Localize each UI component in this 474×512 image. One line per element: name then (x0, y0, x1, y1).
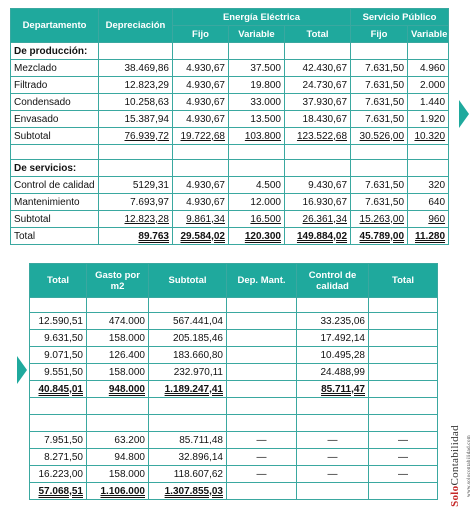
dash-cell: — (369, 449, 438, 466)
cell-value: 205.185,46 (149, 330, 227, 347)
table-row (30, 381, 438, 398)
row-label: Subtotal (11, 211, 99, 228)
section-label: De producción: (11, 43, 99, 60)
cell-value: 320 (408, 177, 449, 194)
cell-value: 37.500 (229, 60, 285, 77)
cell-value: 7.631,50 (351, 177, 408, 194)
allocation-table (29, 263, 438, 500)
cell-value: 2.000 (408, 77, 449, 94)
table-row (30, 432, 438, 449)
table-row (30, 364, 438, 381)
section-label: De servicios: (11, 160, 99, 177)
header-variable: Variable (229, 26, 285, 43)
cell-value: 1.440 (408, 94, 449, 111)
header-depreciacion: Depreciación (99, 9, 173, 43)
header-total: Total (30, 264, 87, 298)
spacer-row (30, 398, 438, 415)
cell-value: 474.000 (87, 313, 149, 330)
table-row (11, 77, 449, 94)
cell-value: 33.000 (229, 94, 285, 111)
brand-prefix: Solo (449, 485, 461, 507)
cell-value (227, 347, 297, 364)
cell-value: 5129,31 (99, 177, 173, 194)
table-row (11, 60, 449, 77)
header-subtotal: Subtotal (149, 264, 227, 298)
cell-value: 30.526,00 (351, 128, 408, 145)
cell-value: 149.884,02 (285, 228, 351, 245)
header-variable-servicio: Variable (408, 26, 449, 43)
header-fijo-servicio: Fijo (351, 26, 408, 43)
header-total: Total (285, 26, 351, 43)
cell-value: 18.430,67 (285, 111, 351, 128)
empty-cell (369, 483, 438, 500)
table-row (30, 330, 438, 347)
table-row (11, 94, 449, 111)
cell-value: 4.930,67 (173, 60, 229, 77)
cell-value: 103.800 (229, 128, 285, 145)
cell-value: 16.500 (229, 211, 285, 228)
arrow-left-icon (17, 356, 27, 384)
cell-value (369, 313, 438, 330)
cell-value: 85.711,48 (149, 432, 227, 449)
cell-value: 40.845,01 (30, 381, 87, 398)
cell-value: 4.960 (408, 60, 449, 77)
row-label: Mezclado (11, 60, 99, 77)
header-dep-mant: Dep. Mant. (227, 264, 297, 298)
cell-value: 85.711,47 (297, 381, 369, 398)
cell-value: 94.800 (87, 449, 149, 466)
table-row (30, 449, 438, 466)
header-total-2: Total (369, 264, 438, 298)
dash-cell: — (369, 432, 438, 449)
cell-value: 9.430,67 (285, 177, 351, 194)
cell-value: 183.660,80 (149, 347, 227, 364)
cell-value (369, 364, 438, 381)
cell-value: 8.271,50 (30, 449, 87, 466)
cell-value: 1.106.000 (87, 483, 149, 500)
cell-value: 29.584,02 (173, 228, 229, 245)
row-label: Condensado (11, 94, 99, 111)
cell-value: 13.500 (229, 111, 285, 128)
cell-value: 9.551,50 (30, 364, 87, 381)
empty-cell (227, 483, 297, 500)
dash-cell: — (227, 466, 297, 483)
brand-suffix: Contabilidad (449, 425, 461, 486)
dash-cell: — (227, 432, 297, 449)
header-fijo: Fijo (173, 26, 229, 43)
table-row (30, 483, 438, 500)
row-label: Total (11, 228, 99, 245)
cell-value: 19.722,68 (173, 128, 229, 145)
row-label: Envasado (11, 111, 99, 128)
spacer-row (30, 298, 438, 313)
section-row (11, 43, 449, 60)
cell-value: 57.068,51 (30, 483, 87, 500)
cell-value: 16.223,00 (30, 466, 87, 483)
cell-value: 15.387,94 (99, 111, 173, 128)
cell-value: 10.495,28 (297, 347, 369, 364)
cell-value: 10.320 (408, 128, 449, 145)
brand-watermark (449, 418, 472, 507)
dash-cell: — (297, 432, 369, 449)
header-control: Control de calidad (297, 264, 369, 298)
dash-cell: — (369, 466, 438, 483)
empty-cell (297, 483, 369, 500)
table-row (11, 128, 449, 145)
cell-value: 16.930,67 (285, 194, 351, 211)
cell-value: 4.930,67 (173, 77, 229, 94)
row-label: Filtrado (11, 77, 99, 94)
table-row (30, 466, 438, 483)
cell-value: 4.500 (229, 177, 285, 194)
cell-value: 33.235,06 (297, 313, 369, 330)
row-label: Subtotal (11, 128, 99, 145)
cell-value: 123.522,68 (285, 128, 351, 145)
header-servicio: Servicio Público (351, 9, 449, 26)
cell-value: 76.939,72 (99, 128, 173, 145)
brand-site: www.solocontabilidad.com (467, 435, 472, 497)
cell-value: 960 (408, 211, 449, 228)
cell-value: 4.930,67 (173, 94, 229, 111)
cell-value (369, 330, 438, 347)
cost-distribution-table (10, 8, 449, 245)
cell-value: 12.000 (229, 194, 285, 211)
table-row (11, 211, 449, 228)
cell-value: 120.300 (229, 228, 285, 245)
cell-value: 11.280 (408, 228, 449, 245)
cell-value: 7.631,50 (351, 60, 408, 77)
arrow-right-icon (459, 100, 469, 128)
cell-value: 12.823,29 (99, 77, 173, 94)
cell-value: 1.307.855,03 (149, 483, 227, 500)
cell-value: 7.951,50 (30, 432, 87, 449)
cell-value: 7.631,50 (351, 111, 408, 128)
row-label: Control de calidad (11, 177, 99, 194)
dash-cell: — (227, 449, 297, 466)
cell-value: 4.930,67 (173, 177, 229, 194)
cell-value (369, 381, 438, 398)
cell-value: 38.469,86 (99, 60, 173, 77)
cell-value: 32.896,14 (149, 449, 227, 466)
cell-value: 158.000 (87, 466, 149, 483)
cell-value: 15.263,00 (351, 211, 408, 228)
cell-value: 10.258,63 (99, 94, 173, 111)
cell-value: 45.789,00 (351, 228, 408, 245)
cell-value: 9.631,50 (30, 330, 87, 347)
row-label: Mantenimiento (11, 194, 99, 211)
cell-value: 7.631,50 (351, 94, 408, 111)
cell-value: 1.920 (408, 111, 449, 128)
table-row (30, 347, 438, 364)
cell-value: 1.189.247,41 (149, 381, 227, 398)
cell-value: 118.607,62 (149, 466, 227, 483)
table-row (11, 177, 449, 194)
cell-value: 19.800 (229, 77, 285, 94)
cell-value (227, 330, 297, 347)
cell-value: 37.930,67 (285, 94, 351, 111)
cell-value: 4.930,67 (173, 194, 229, 211)
cell-value (227, 364, 297, 381)
cell-value: 7.631,50 (351, 194, 408, 211)
section-row (11, 160, 449, 177)
cell-value: 63.200 (87, 432, 149, 449)
cell-value: 24.730,67 (285, 77, 351, 94)
cell-value: 7.693,97 (99, 194, 173, 211)
cell-value: 9.861,34 (173, 211, 229, 228)
cell-value (369, 347, 438, 364)
dash-cell: — (297, 466, 369, 483)
cell-value: 232.970,11 (149, 364, 227, 381)
cell-value (227, 313, 297, 330)
table-row (30, 313, 438, 330)
table-row (11, 194, 449, 211)
cell-value: 89.763 (99, 228, 173, 245)
cell-value: 12.590,51 (30, 313, 87, 330)
cell-value: 9.071,50 (30, 347, 87, 364)
cell-value: 12.823,28 (99, 211, 173, 228)
cell-value: 4.930,67 (173, 111, 229, 128)
cell-value (227, 381, 297, 398)
cell-value: 42.430,67 (285, 60, 351, 77)
cell-value: 158.000 (87, 330, 149, 347)
table-row (11, 111, 449, 128)
cell-value: 17.492,14 (297, 330, 369, 347)
header-energia: Energía Eléctrica (173, 9, 351, 26)
table-row (11, 228, 449, 245)
spacer-row (11, 145, 449, 160)
cell-value: 7.631,50 (351, 77, 408, 94)
cell-value: 158.000 (87, 364, 149, 381)
header-gasto: Gasto por m2 (87, 264, 149, 298)
cell-value: 948.000 (87, 381, 149, 398)
header-departamento: Departamento (11, 9, 99, 43)
dash-cell: — (297, 449, 369, 466)
cell-value: 26.361,34 (285, 211, 351, 228)
cell-value: 567.441,04 (149, 313, 227, 330)
spacer-row (30, 415, 438, 432)
cell-value: 24.488,99 (297, 364, 369, 381)
cell-value: 640 (408, 194, 449, 211)
cell-value: 126.400 (87, 347, 149, 364)
